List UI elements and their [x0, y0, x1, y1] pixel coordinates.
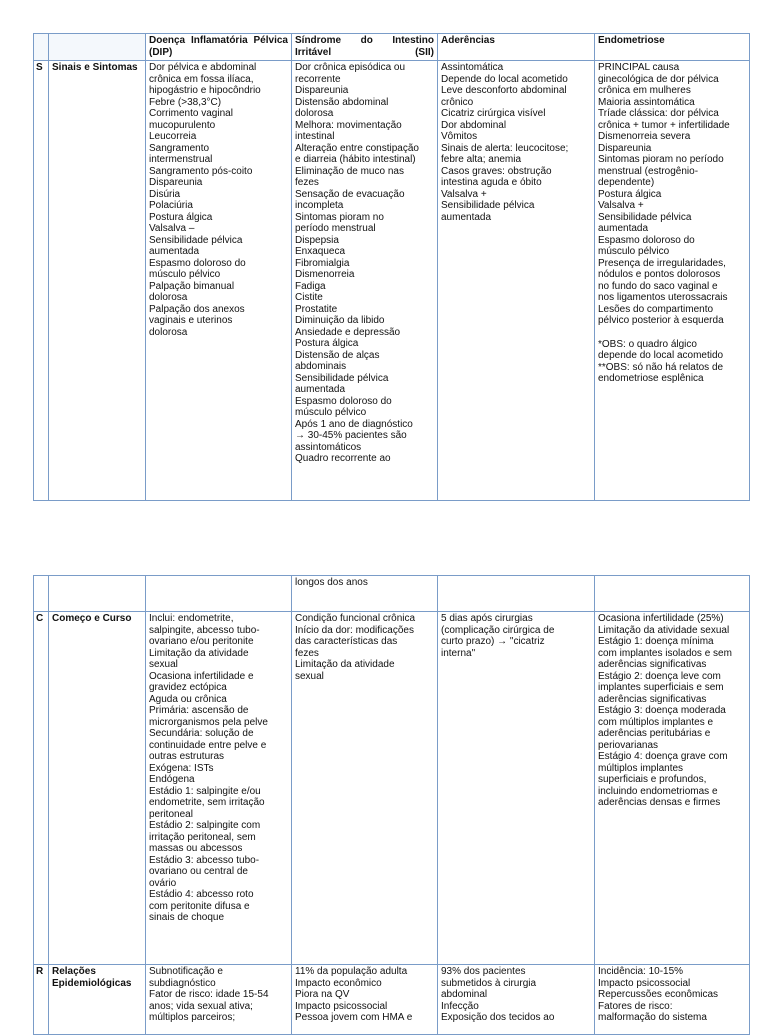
- cell-line: Exógena: ISTs: [149, 762, 214, 774]
- cell-line: Presença de irregularidades,: [598, 257, 726, 269]
- cell-line: curto prazo) → "cicatriz: [441, 636, 545, 647]
- cell-dip-relacoes: [146, 965, 292, 1035]
- cell-line: endometrite, sem irritação: [149, 797, 265, 808]
- cell-line: depende do local acometido: [598, 350, 724, 361]
- cell-line: massas ou abcessos: [149, 843, 243, 854]
- cell-line: abdominais: [295, 361, 347, 372]
- cell-line: Sinais de alerta: leucocitose;: [441, 142, 569, 154]
- cell-line: implantes superficiais e sem: [598, 682, 724, 693]
- cell-line: Incidência: 10-15%: [598, 966, 684, 977]
- cell-line: Piora na QV: [295, 989, 350, 1000]
- cell-line: [598, 327, 746, 339]
- cell-line: músculo pélvico: [598, 246, 670, 257]
- cell-line: Lesões do compartimento: [598, 303, 714, 315]
- cell-dip-sinais: [146, 61, 292, 501]
- cell-line: Sensibilidade pélvica: [295, 372, 389, 384]
- table-row-relacoes: [34, 965, 750, 1035]
- cell-line: Dispepsia: [295, 234, 339, 246]
- cell-dip-comeco: [146, 612, 292, 965]
- cell-line: Endógena: [149, 774, 195, 785]
- cell-line: fezes: [295, 177, 319, 188]
- cell-line: dependente): [598, 177, 655, 188]
- cell-line: Febre (>38,3°C): [149, 96, 222, 108]
- cell-line: Eliminação de muco nas: [295, 165, 404, 177]
- cell-sii-relacoes: [292, 965, 438, 1035]
- cell-line: Limitação da atividade: [149, 647, 249, 659]
- header-empty-label: [49, 34, 146, 61]
- cell-line: Enxaqueca: [295, 246, 346, 257]
- cell-line: e diarreia (hábito intestinal): [295, 154, 416, 165]
- cell-line: Cicatriz cirúrgica visível: [441, 108, 546, 119]
- cell-line: malformação do sistema: [598, 1012, 707, 1023]
- cell-line: Estágio 2: doença leve com: [598, 670, 721, 682]
- cell-line: Valsalva +: [598, 200, 644, 211]
- cell-line: febre alta; anemia: [441, 154, 522, 165]
- cell-line: com implantes isolados e sem: [598, 647, 732, 659]
- cell-endometriose-sinais: [595, 61, 750, 501]
- cell-line: Leucorreia: [149, 131, 197, 142]
- table-row-comeco: [34, 612, 750, 965]
- cell-line: Fator de risco: idade 15-54: [149, 989, 269, 1000]
- cell-line: submetidos à cirurgia: [441, 977, 537, 989]
- cell-line: Corrimento vaginal: [149, 108, 233, 119]
- cont-empty-endometriose: [595, 576, 750, 612]
- cell-line: dolorosa: [295, 108, 334, 119]
- cell-endometriose-comeco: [595, 612, 750, 965]
- cell-line: Estágio 1: doença mínima: [598, 636, 714, 647]
- cell-line: Sensibilidade pélvica: [441, 200, 535, 211]
- cell-line: Postura álgica: [149, 211, 213, 223]
- cell-aderencias-relacoes: [438, 965, 595, 1035]
- cell-line: Espasmo doloroso do: [598, 234, 695, 246]
- cell-line: hipogástrio e hipocôndrio: [149, 85, 261, 96]
- cell-line: das características das: [295, 636, 398, 647]
- cell-line: Leve desconforto abdominal: [441, 85, 567, 96]
- cell-line: assintomáticos: [295, 441, 362, 453]
- cell-line: Pessoa jovem com HMA e: [295, 1012, 413, 1023]
- row-label: Sinais e Sintomas: [49, 61, 146, 501]
- cell-sii-sinais: [292, 61, 438, 501]
- cell-line: múltiplos implantes: [598, 762, 684, 774]
- header-endometriose: Endometriose: [595, 34, 750, 61]
- cell-line: Dismenorreia severa: [598, 131, 691, 142]
- cell-line: Exposição dos tecidos ao: [441, 1012, 555, 1023]
- cell-line: Postura álgica: [295, 338, 359, 349]
- cell-line: Impacto econômico: [295, 977, 382, 989]
- cell-line: Postura álgica: [598, 188, 662, 200]
- cell-line: intestinal: [295, 131, 335, 142]
- cell-line: Dor abdominal: [441, 119, 507, 131]
- cell-line: aumentada: [149, 246, 200, 257]
- cell-line: Diminuição da libido: [295, 315, 385, 326]
- cell-line: (complicação cirúrgica de: [441, 624, 555, 636]
- cell-line: abdominal: [441, 989, 488, 1000]
- cell-line: sinais de choque: [149, 912, 225, 923]
- cell-line: Maioria assintomática: [598, 96, 695, 108]
- cell-sii-comeco: [292, 612, 438, 965]
- cell-line: PRINCIPAL causa: [598, 62, 680, 73]
- cell-line: Tríade clássica: dor pélvica: [598, 108, 719, 119]
- cell-line: peritoneal: [149, 808, 193, 820]
- cell-line: 93% dos pacientes: [441, 966, 526, 977]
- cell-line: Disúria: [149, 188, 181, 200]
- cell-line: aumentada: [295, 384, 346, 395]
- cell-line: músculo pélvico: [295, 407, 367, 418]
- cell-line: com múltiplos implantes e: [598, 716, 714, 728]
- cell-line: Espasmo doloroso do: [149, 257, 246, 269]
- comparison-table-bottom: [33, 575, 750, 1035]
- cell-line: microrganismos pela pelve: [149, 716, 268, 728]
- cell-line: recorrente: [295, 73, 341, 85]
- cell-endometriose-relacoes: [595, 965, 750, 1035]
- table-header-row: [34, 34, 750, 61]
- header-sii: Síndrome do Intestino Irritável (SII): [292, 34, 438, 61]
- cell-sii-continuation: longos dos anos: [292, 576, 438, 612]
- cell-line: Melhora: movimentação: [295, 119, 402, 131]
- row-label: Relações Epidemiológicas: [49, 965, 146, 1035]
- cell-line: dolorosa: [149, 292, 188, 303]
- cell-line: Após 1 ano de diagnóstico: [295, 418, 413, 430]
- cell-line: ovário: [149, 877, 177, 889]
- cell-line: Limitação da atividade: [295, 659, 395, 670]
- header-empty-letter: [34, 34, 49, 61]
- cell-line: período menstrual: [295, 223, 376, 234]
- cell-line: ovariano e/ou peritonite: [149, 636, 254, 647]
- cell-line: Espasmo doloroso do: [295, 395, 392, 407]
- cell-line: 5 dias após cirurgias: [441, 613, 533, 624]
- cell-line: menstrual (estrogênio-: [598, 165, 699, 177]
- cell-line: Sangramento: [149, 142, 210, 154]
- cell-line: Limitação da atividade sexual: [598, 624, 730, 636]
- cell-line: Ocasiona infertilidade (25%): [598, 613, 724, 624]
- cell-line: Sensibilidade pélvica: [598, 211, 692, 223]
- cell-line: ginecológica de dor pélvica: [598, 73, 719, 85]
- cell-line: Estágio 4: doença grave com: [598, 751, 728, 762]
- cell-line: intermenstrual: [149, 154, 213, 165]
- cell-line: Início da dor: modificações: [295, 624, 414, 636]
- comparison-table-top: [33, 33, 750, 501]
- cell-line: Estádio 4: abcesso roto: [149, 889, 254, 900]
- cell-line: aderências densas e firmes: [598, 797, 721, 808]
- cell-line: vaginais e uterinos: [149, 315, 233, 326]
- cell-line: Valsalva +: [441, 188, 487, 200]
- cell-line: Cistite: [295, 292, 323, 303]
- cell-line: nódulos e pontos dolorosos: [598, 269, 721, 280]
- table-page-1: [33, 33, 748, 501]
- cell-line: Dispareunia: [598, 142, 652, 154]
- cell-line: Quadro recorrente ao: [295, 453, 391, 464]
- cell-line: crônica em mulheres: [598, 85, 691, 96]
- cell-line: Prostatite: [295, 303, 338, 315]
- cell-line: 11% da população adulta: [295, 966, 408, 977]
- cell-line: Estádio 1: salpingite e/ou: [149, 785, 261, 797]
- cell-line: anos; vida sexual ativa;: [149, 1000, 253, 1012]
- cell-line: Secundária: solução de: [149, 728, 254, 739]
- cell-line: Estádio 3: abcesso tubo-: [149, 854, 260, 866]
- cell-line: crônica em fossa ilíaca,: [149, 73, 254, 85]
- cell-line: endometriose esplênica: [598, 373, 704, 384]
- cell-aderencias-comeco: [438, 612, 595, 965]
- table-row-sinais: [34, 61, 750, 501]
- cell-line: Dispareunia: [295, 85, 349, 96]
- cell-line: dolorosa: [149, 326, 188, 338]
- cell-line: Dor pélvica e abdominal: [149, 62, 257, 73]
- cell-line: gravidez ectópica: [149, 682, 227, 693]
- cell-line: nos ligamentos uterossacrais: [598, 292, 728, 303]
- cell-line: Valsalva –: [149, 223, 195, 234]
- row-letter: S: [34, 61, 49, 501]
- cell-line: intestina aguda e óbito: [441, 177, 542, 188]
- cell-line: Aguda ou crônica: [149, 693, 227, 705]
- cell-line: crônica + tumor + infertilidade: [598, 119, 730, 131]
- table-page-2: [33, 575, 748, 1035]
- cell-line: Estágio 3: doença moderada: [598, 705, 726, 716]
- cell-line: Polaciúria: [149, 200, 193, 211]
- cell-line: Sensação de evacuação: [295, 188, 405, 200]
- cell-line: Estádio 2: salpingite com: [149, 820, 261, 831]
- cell-line: Distensão abdominal: [295, 96, 389, 108]
- cont-empty-aderencias: [438, 576, 595, 612]
- cell-line: Dispareunia: [149, 177, 203, 188]
- cell-line: periovarianas: [598, 739, 659, 751]
- cell-line: incluindo endometriomas e: [598, 785, 718, 797]
- cell-line: outras estruturas: [149, 751, 225, 762]
- cell-line: Repercussões econômicas: [598, 989, 719, 1000]
- cell-line: Subnotificação e: [149, 966, 223, 977]
- cell-line: *OBS: o quadro álgico: [598, 338, 697, 350]
- cell-line: salpingite, abcesso tubo-: [149, 624, 260, 636]
- cell-line: irritação peritoneal, sem: [149, 831, 256, 843]
- cell-line: **OBS: só não há relatos de: [598, 361, 724, 373]
- cell-line: no fundo do saco vaginal e: [598, 280, 718, 292]
- cell-line: Alteração entre constipação: [295, 142, 419, 154]
- cell-line: Fibromialgia: [295, 257, 350, 269]
- cell-line: fezes: [295, 647, 319, 659]
- cont-empty-letter: [34, 576, 49, 612]
- cell-line: mucopurulento: [149, 119, 216, 131]
- cell-line: Fatores de risco:: [598, 1000, 673, 1012]
- cell-line: aderências significativas: [598, 659, 707, 670]
- cell-line: Impacto psicossocial: [295, 1000, 388, 1012]
- cell-line: Primária: ascensão de: [149, 705, 249, 716]
- cell-line: crônico: [441, 96, 474, 108]
- cell-line: interna": [441, 647, 476, 659]
- header-aderencias: Aderências: [438, 34, 595, 61]
- row-label: Começo e Curso: [49, 612, 146, 965]
- cell-line: incompleta: [295, 200, 344, 211]
- cell-line: Condição funcional crônica: [295, 613, 416, 624]
- row-letter: C: [34, 612, 49, 965]
- cell-line: Assintomática: [441, 62, 504, 73]
- cell-line: Dismenorreia: [295, 269, 355, 280]
- cell-line: Sintomas pioram no período: [598, 154, 724, 165]
- cell-line: sexual: [295, 670, 324, 682]
- cell-line: Fadiga: [295, 280, 326, 292]
- cell-line: com peritonite difusa e: [149, 900, 250, 912]
- cell-line: múltiplos parceiros;: [149, 1012, 236, 1023]
- cell-line: Vômitos: [441, 131, 478, 142]
- cell-line: subdiagnóstico: [149, 977, 216, 989]
- cell-line: pélvico posterior à esquerda: [598, 315, 724, 326]
- cell-line: Inclui: endometrite,: [149, 613, 234, 624]
- cell-line: Casos graves: obstrução: [441, 165, 552, 177]
- cell-line: Distensão de alças: [295, 349, 380, 361]
- cell-line: continuidade entre pelve e: [149, 739, 267, 751]
- cont-empty-dip: [146, 576, 292, 612]
- cell-line: → 30-45% pacientes são: [295, 430, 407, 441]
- cell-line: aderências significativas: [598, 693, 707, 705]
- cell-line: Depende do local acometido: [441, 73, 568, 85]
- cont-empty-label: [49, 576, 146, 612]
- cell-aderencias-sinais: [438, 61, 595, 501]
- cell-line: Ansiedade e depressão: [295, 326, 401, 338]
- cell-line: aderências peritubárias e: [598, 728, 711, 739]
- header-dip: Doença Inflamatória Pélvica (DIP): [146, 34, 292, 61]
- cell-line: Infecção: [441, 1000, 479, 1012]
- cell-line: superficiais e profundos,: [598, 774, 707, 785]
- cell-line: aumentada: [598, 223, 649, 234]
- cell-line: Sangramento pós-coito: [149, 165, 253, 177]
- cell-line: sexual: [149, 659, 178, 670]
- cell-line: aumentada: [441, 211, 492, 223]
- cell-line: Ocasiona infertilidade e: [149, 670, 254, 682]
- cell-line: músculo pélvico: [149, 269, 221, 280]
- row-letter: R: [34, 965, 49, 1035]
- cell-line: Impacto psicossocial: [598, 977, 691, 989]
- cell-line: Sensibilidade pélvica: [149, 234, 243, 246]
- cell-line: Dor crônica episódica ou: [295, 62, 406, 73]
- table-row-continuation: [34, 576, 750, 612]
- cell-line: ovariano ou central de: [149, 866, 248, 877]
- cell-line: Sintomas pioram no: [295, 211, 384, 223]
- cell-line: Palpação bimanual: [149, 280, 235, 292]
- cell-line: Palpação dos anexos: [149, 303, 245, 315]
